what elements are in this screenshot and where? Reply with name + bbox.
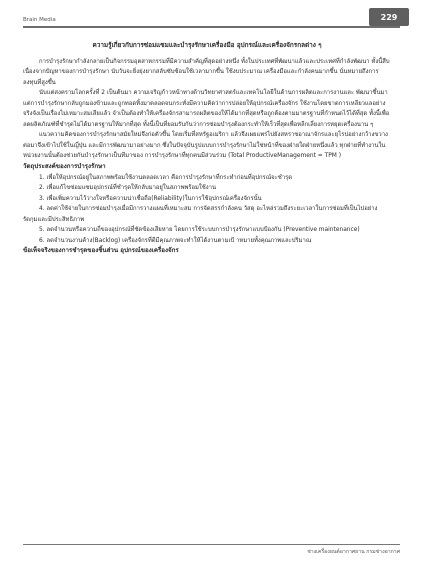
page-content xyxy=(23,40,391,257)
objective-item: 6. ลดจำนวนงานค้าง(Backlog) เครื่องจักรที่ดีมีคุณภาพจะทำให้ได้งานตามเป้ าหมายทั้งคุณภาพและปริมาณ xyxy=(39,237,312,244)
paragraph-3: แนวความคิดของการบำรุงรักษาสมัยใหม่จึงก่อตัวขึ้น โดยเริ่มที่สหรัฐอเมริกา แล้วจึงเผยแพร่ไปยังสหราชอาณาจักรและยุโรปอย่างกว้างขวาง ต่อมาจึงเข้าไปใช้ในญี่ปุ่น และมีการพัฒนามาอย่างมาก ซึ่งในปัจจุบันรูปแบบการบำรุงรักษาไม่ใช่หน้าที่ของฝ่ายใดฝ่ายหนึ่งแล้ว ทุกฝ่ายที่ทำงานในหน่วยงานนั้นต้องช่วยกันบำรุงรักษาเป็นทีมาของ การบำรุงรักษาที่ทุกคนมีส่วนร่วม (Total ProductiveManagement = TPM ) xyxy=(23,132,388,160)
publisher-label: Brain Media xyxy=(23,17,56,23)
section-title: ความรู้เกี่ยวกับการซ่อมแซมและบำรุงรักษาเครื่องมือ อุปกรณ์และเครื่องจักรกลต่าง ๆ xyxy=(92,41,322,49)
objective-item: 4. ลดค่าใช้จ่ายในการซ่อมบำรุงเมื่อมีการวางแผนที่เหมาะสม การจัดสรรกำลังคน วัสดุ อะไหล่รวมถึงระยะเวลาในการซ่อมที่เป็นไปอย่างรัดกุมและมีประสิทธิภาพ xyxy=(23,206,378,223)
objective-item: 2. เพื่อแก้ไขซ่อมแซมอุปกรณ์ที่ชำรุดให้กลับมาอยู่ในสภาพพร้อมใช้งาน xyxy=(39,185,217,192)
footer-rule xyxy=(23,544,400,545)
page-header xyxy=(0,0,422,30)
objective-item: 3. เพื่อเพิ่มความไว้วางใจหรือความน่าเชื่อถือ(Reliability)ในการใช้อุปกรณ์เครื่องจักรนั้น xyxy=(39,195,262,202)
page-number-badge: 229 xyxy=(369,8,409,26)
header-rule xyxy=(23,26,400,28)
objectives-heading: วัตถุประสงค์ของการบำรุงรักษา xyxy=(23,163,106,171)
paragraph-2: นับแต่สงครามโลกครั้งที่ 2 เป็นต้นมา ความเจริญก้าวหน้าทางด้านวิทยาศาสตร์และเทคโนโลยีในด้านการผลิตและการงานและ พัฒนาขึ้นมา แต่การบำรุงรักษากลับถูกมองข้ามและถูกทอดทิ้งมาตลอดจนกระทั่งมีความคิดว่าการปล่อยให้อุปกรณ์เครื่องจักร ใช้งานโดยขาดการเหลียวแลอย่างจริงจังเป็นเรื่องไม่เหมาะสมเสียแล้ว จำเป็นต้องทำให้เครื่องจักรสามารถผลิตของให้ได้มากที่สุดหรือถูกต้องตามมาตรฐานที่กำหนดไว้ได้ที่สุด ทั้งนี้เพื่อลดผลิตภัณฑ์ที่ชำรุดไม่ได้มาตรฐานให้มากที่สุด ทั้งนี้เป็นที่ยอมรับกันว่าการซ่อมบำรุงต้องกระทำให้เร็วที่สุดเพื่อหลีกเลี่ยงการหยุดเครื่องนาน ๆ xyxy=(23,90,390,128)
paragraph-1: การบำรุงรักษากำลังกลายเป็นกิจกรรมอุตสาหกรรมที่มีความสำคัญที่สุดอย่างหนึ่ง ทั้งในประเทศที่พัฒนาแล้วและประเทศที่กำลังพัฒนา ทั้งนี้สืบเนื่องจากปัญหาของการบำรุงรักษา นับวันจะยิ่งยุ่งยากสลับซับซ้อนใช้เวลามากขึ้น ใช้งบประมาณ เครื่องมือและกำลังคนมากขึ้น นั่นหมายถึงการลงทุนที่สูงขึ้น xyxy=(23,58,390,86)
facts-heading: ข้อเท็จจริงของการชำรุดของชิ้นส่วน อุปกรณ์ของเครื่องจักร xyxy=(23,247,179,255)
objective-item: 1. เพื่อให้อุปกรณ์อยู่ในสภาพพร้อมใช้งานตลอดเวลา คือการบำรุงรักษาที่กระทำก่อนที่อุปกรณ์จะชำรุด xyxy=(39,174,293,181)
objective-item: 5. ลดจำนวนหรือความถี่ของอุปกรณ์ที่ชัดข้องเสียหาย โดยการใช้ระบบการบำรุงรักษาแบบป้องกัน (Preventive maintenance) xyxy=(39,227,360,234)
page-footer xyxy=(23,544,400,558)
footer-text: ช่างเครื่องยนต์อากาศยาน กรมช่างอากาศ xyxy=(307,549,400,555)
